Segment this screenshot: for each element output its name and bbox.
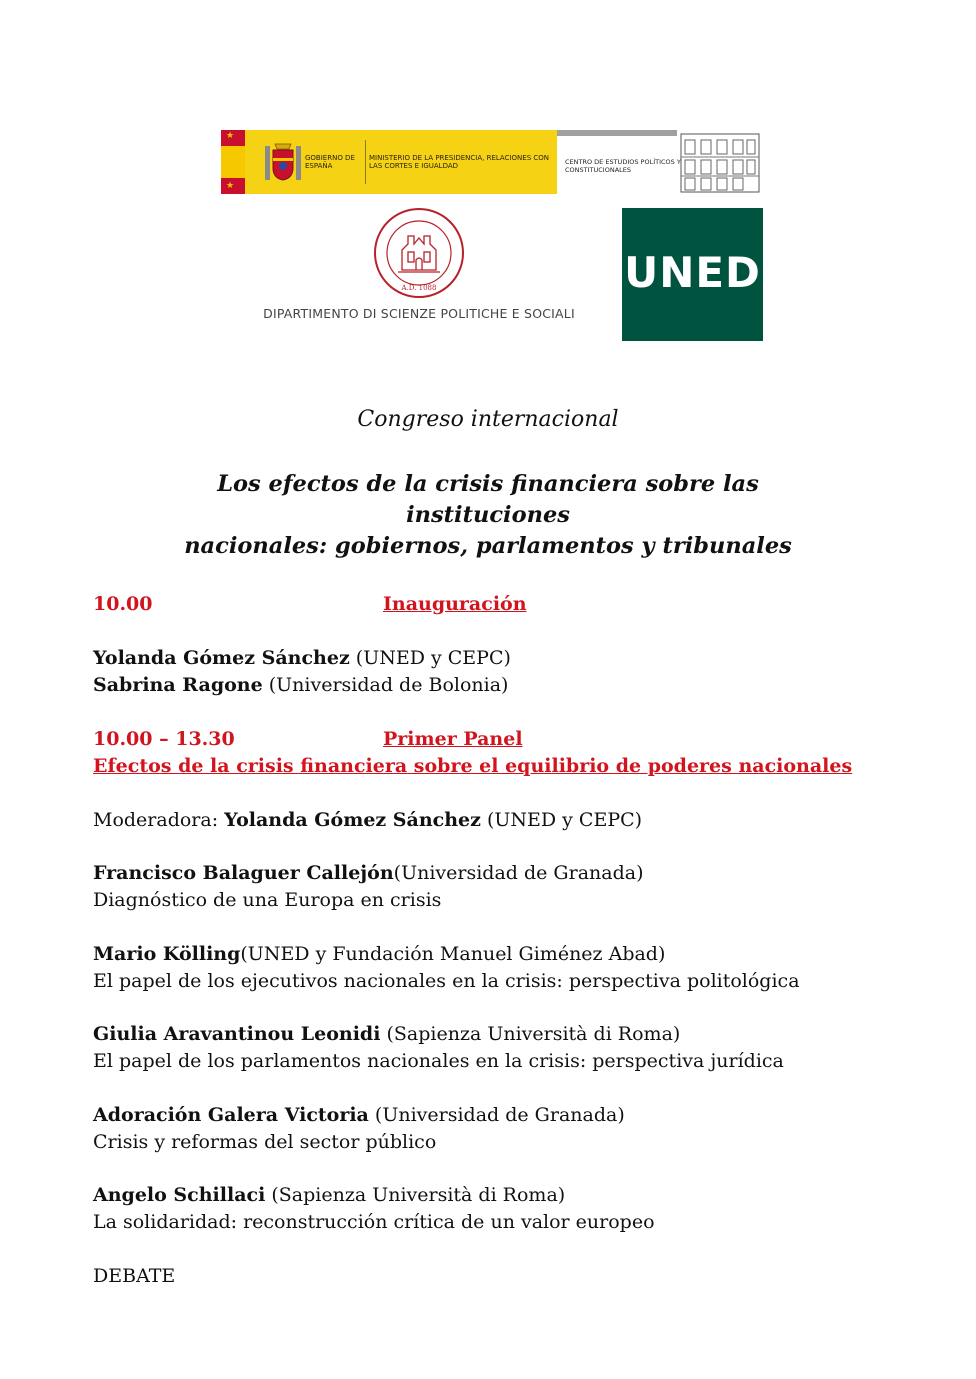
talk-speaker-affiliation: (Sapienza Università di Roma) bbox=[265, 1184, 566, 1206]
talk-speaker-affiliation: (Sapienza Università di Roma) bbox=[380, 1023, 681, 1045]
moderator-line bbox=[93, 807, 642, 834]
talk-speaker-name: Mario Kölling bbox=[93, 943, 241, 965]
alma-mater-seal-icon bbox=[372, 206, 466, 300]
panel-theme: Efectos de la crisis financiera sobre el equilibrio de poderes nacionales bbox=[93, 755, 853, 777]
speaker-line bbox=[93, 645, 511, 672]
talk-speaker-name: Giulia Aravantinou Leonidi bbox=[93, 1023, 381, 1045]
talk-speaker-line bbox=[93, 941, 665, 968]
talk-topic: Crisis y reformas del sector público bbox=[93, 1131, 437, 1153]
bologna-university-logo bbox=[246, 206, 592, 326]
speaker-line bbox=[93, 672, 508, 699]
talk-speaker-line bbox=[93, 1102, 625, 1129]
ministry-banner bbox=[245, 130, 557, 194]
talk-speaker-line bbox=[93, 860, 644, 887]
talk-topic: Diagnóstico de una Europa en crisis bbox=[93, 889, 442, 911]
eu-flag-strip: ★ ★ ★ bbox=[221, 130, 245, 194]
talk-speaker-affiliation: (UNED y Fundación Manuel Giménez Abad) bbox=[240, 943, 666, 965]
cepc-logo bbox=[557, 130, 761, 194]
talk-speaker-name: Angelo Schillaci bbox=[93, 1184, 266, 1206]
moderator-label: Moderadora: bbox=[93, 809, 225, 831]
speaker-affiliation: (UNED y CEPC) bbox=[349, 647, 511, 669]
svg-text:A.D. 1088: A.D. 1088 bbox=[401, 284, 437, 292]
panel-heading: Primer Panel bbox=[383, 728, 523, 750]
moderator-affiliation: (UNED y CEPC) bbox=[480, 809, 643, 831]
title-line-2: nacionales: gobiernos, parlamentos y tribunales bbox=[184, 533, 792, 559]
talk-speaker-name: Francisco Balaguer Callejón bbox=[93, 862, 394, 884]
talk-speaker-affiliation: (Universidad de Granada) bbox=[393, 862, 644, 884]
speaker-affiliation: (Universidad de Bolonia) bbox=[262, 674, 509, 696]
uned-logo bbox=[622, 208, 763, 341]
government-logo-banner bbox=[221, 130, 761, 194]
talk-topic: El papel de los parlamentos nacionales en la crisis: perspectiva jurídica bbox=[93, 1050, 784, 1072]
talk-speaker-line bbox=[93, 1021, 680, 1048]
panel-time: 10.00 – 13.30 bbox=[93, 728, 235, 750]
talk-speaker-line bbox=[93, 1182, 565, 1209]
cepc-label: CENTRO DE ESTUDIOS POLÍTICOS Y CONSTITUCIONALES bbox=[565, 158, 681, 174]
moderator-name: Yolanda Gómez Sánchez bbox=[224, 809, 481, 831]
talk-speaker-affiliation: (Universidad de Granada) bbox=[368, 1104, 625, 1126]
spain-coat-of-arms-icon bbox=[259, 138, 307, 186]
speaker-name: Yolanda Gómez Sánchez bbox=[93, 647, 350, 669]
debate-label: DEBATE bbox=[93, 1265, 176, 1287]
congress-subtitle: Congreso internacional bbox=[357, 407, 619, 432]
talk-topic: La solidaridad: reconstrucción crítica de un valor europeo bbox=[93, 1211, 655, 1233]
inauguration-time: 10.00 bbox=[93, 593, 153, 615]
congress-title bbox=[140, 469, 836, 562]
title-line-1: Los efectos de la crisis financiera sobre las instituciones bbox=[217, 471, 759, 528]
talk-topic: El papel de los ejecutivos nacionales en la crisis: perspectiva politológica bbox=[93, 970, 800, 992]
uned-wordmark: UNED bbox=[624, 248, 761, 297]
speaker-name: Sabrina Ragone bbox=[93, 674, 263, 696]
inauguration-heading: Inauguración bbox=[383, 593, 527, 615]
talk-speaker-name: Adoración Galera Victoria bbox=[93, 1104, 369, 1126]
gobierno-label: GOBIERNO DE ESPAÑA bbox=[305, 154, 355, 170]
building-facade-icon bbox=[679, 130, 761, 194]
ministry-label: MINISTERIO DE LA PRESIDENCIA, RELACIONES CON LAS CORTES E IGUALDAD bbox=[369, 154, 550, 170]
department-label: DIPARTIMENTO DI SCIENZE POLITICHE E SOCIALI bbox=[263, 306, 575, 321]
